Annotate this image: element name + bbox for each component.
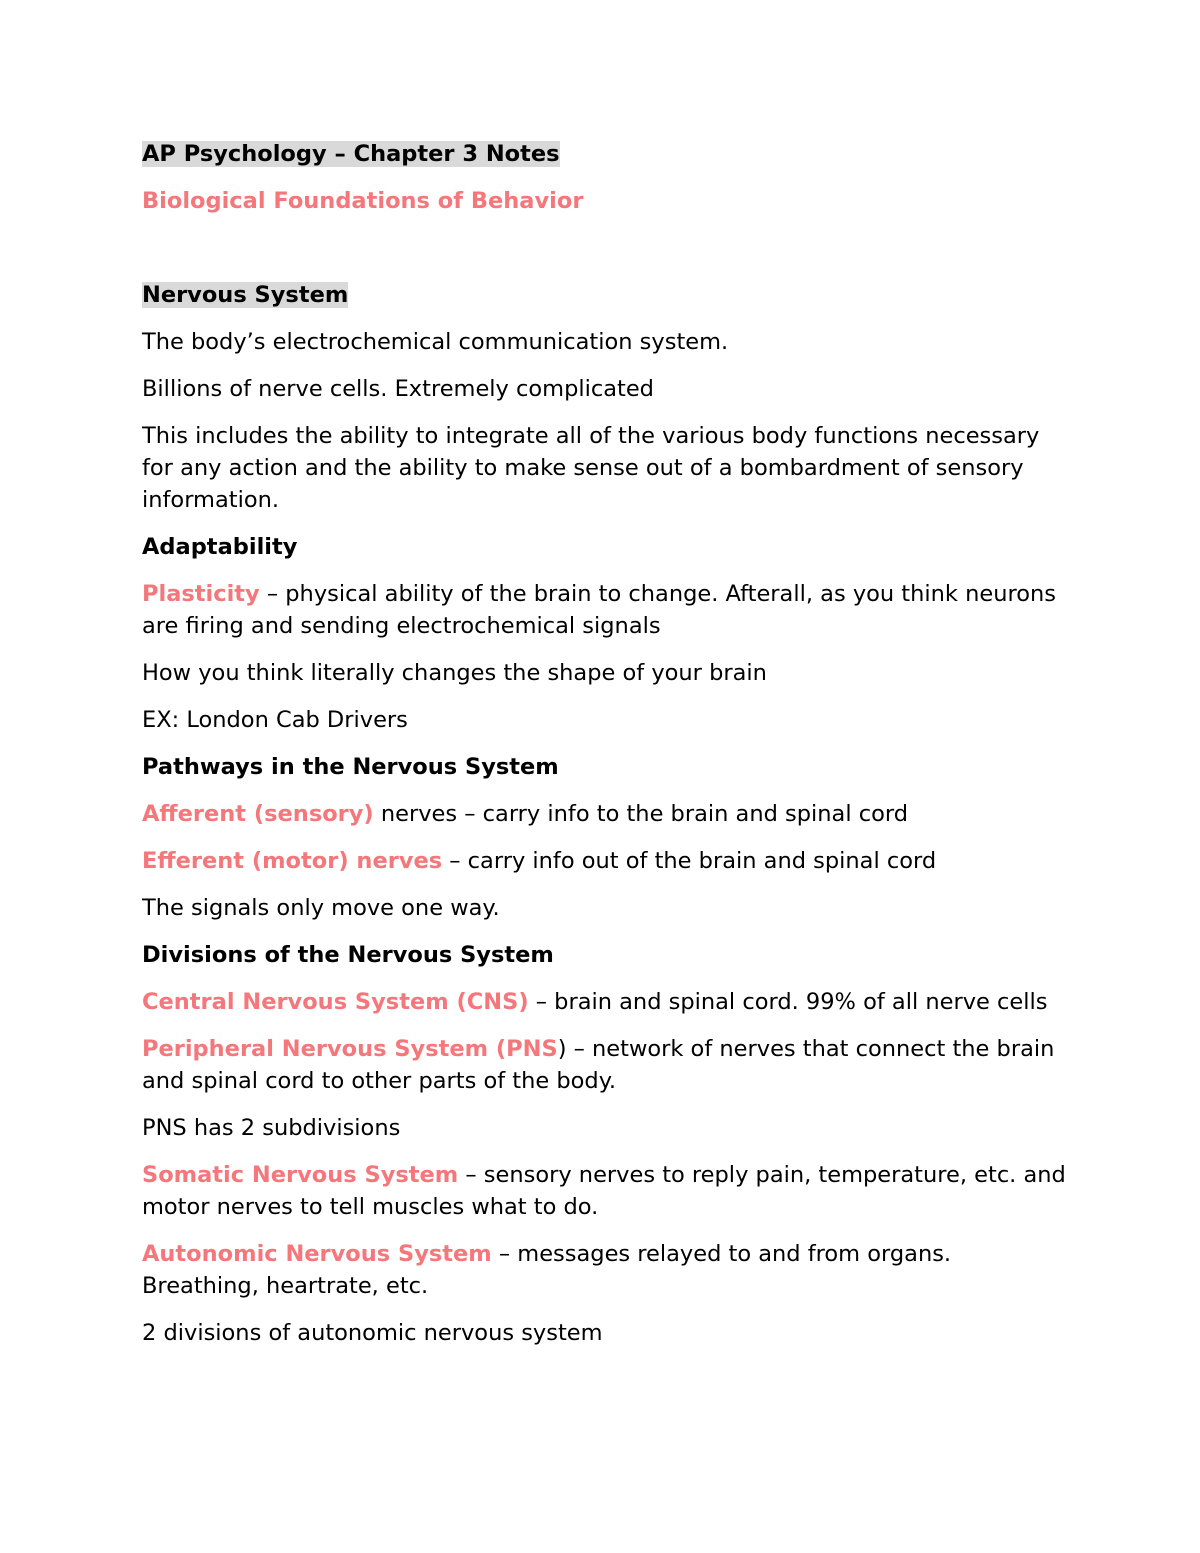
paragraph: EX: London Cab Drivers bbox=[142, 707, 408, 733]
definition-autonomic: Autonomic Nervous System – messages relayed to and from organs. Breathing, heartrate, etc. bbox=[142, 1241, 952, 1299]
definition-cns: Central Nervous System (CNS) – brain and spinal cord. 99% of all nerve cells bbox=[142, 989, 1048, 1015]
paragraph: 2 divisions of autonomic nervous system bbox=[142, 1320, 603, 1346]
term-efferent: Efferent (motor) nerves bbox=[142, 848, 443, 874]
paragraph: PNS has 2 subdivisions bbox=[142, 1115, 401, 1141]
doc-title bbox=[142, 138, 1072, 170]
paragraph: How you think literally changes the shape of your brain bbox=[142, 660, 767, 686]
term-autonomic: Autonomic Nervous System bbox=[142, 1241, 492, 1267]
paragraph: Billions of nerve cells. Extremely complicated bbox=[142, 376, 654, 402]
definition-afferent: Afferent (sensory) nerves – carry info to the brain and spinal cord bbox=[142, 801, 909, 827]
term-somatic: Somatic Nervous System bbox=[142, 1162, 459, 1188]
term-pns: Peripheral Nervous System (PNS bbox=[142, 1036, 558, 1062]
section-heading-nervous-system: Nervous System bbox=[142, 282, 349, 308]
paragraph: The body’s electrochemical communication system. bbox=[142, 329, 729, 355]
section-heading-adaptability: Adaptability bbox=[142, 534, 298, 560]
term-cns: Central Nervous System (CNS) bbox=[142, 989, 529, 1015]
definition-somatic: Somatic Nervous System – sensory nerves to reply pain, temperature, etc. and motor nerves to tell muscles what to do. bbox=[142, 1162, 1066, 1220]
doc-title-text: AP Psychology – Chapter 3 Notes bbox=[142, 141, 560, 167]
doc-subtitle: Biological Foundations of Behavior bbox=[142, 188, 584, 214]
definition-pns: Peripheral Nervous System (PNS) – network of nerves that connect the brain and spinal cord to other parts of the body. bbox=[142, 1036, 1055, 1094]
paragraph: The signals only move one way. bbox=[142, 895, 500, 921]
definition-efferent: Efferent (motor) nerves – carry info out of the brain and spinal cord bbox=[142, 848, 937, 874]
term-plasticity: Plasticity bbox=[142, 581, 260, 607]
paragraph: This includes the ability to integrate all of the various body functions necessary for any action and the ability to make sense out of a bombardment of sensory information. bbox=[142, 423, 1040, 513]
term-afferent: Afferent (sensory) bbox=[142, 801, 374, 827]
section-heading-divisions: Divisions of the Nervous System bbox=[142, 942, 554, 968]
blank-line bbox=[142, 232, 1072, 279]
section-heading-pathways: Pathways in the Nervous System bbox=[142, 754, 559, 780]
definition-plasticity: Plasticity – physical ability of the brain to change. Afterall, as you think neurons are firing and sending electrochemical signals bbox=[142, 581, 1056, 639]
document-page bbox=[142, 138, 1072, 1364]
